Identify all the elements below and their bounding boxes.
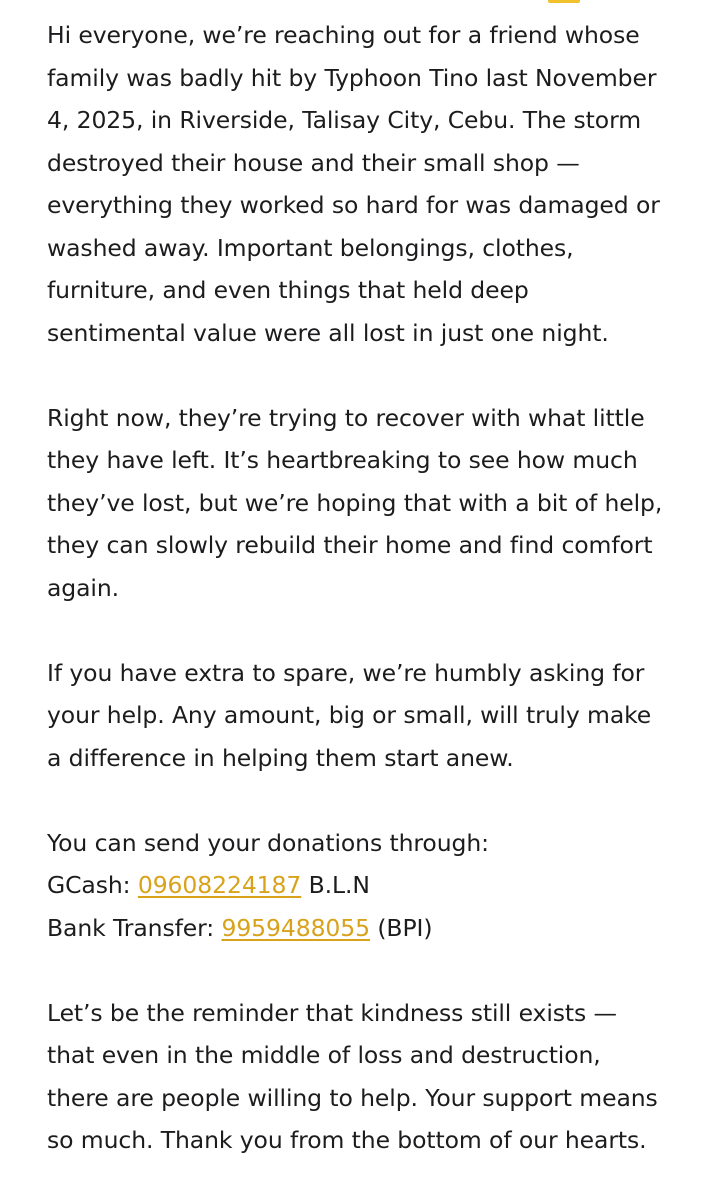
paragraph-closing: [47, 992, 687, 1162]
note-body: [47, 14, 687, 1162]
top-accent-bar: [548, 0, 580, 3]
gcash-label: GCash:: [47, 871, 138, 899]
gcash-suffix: B.L.N: [301, 871, 370, 899]
text-line: 4, 2025, in Riverside, Talisay City, Cebu. The storm: [47, 106, 642, 134]
paragraph-donations: [47, 822, 687, 950]
text-line: there are people willing to help. Your support means: [47, 1083, 658, 1112]
text-line: family was badly hit by Typhoon Tino last November: [47, 63, 657, 92]
paragraph-intro: [47, 14, 687, 354]
text-line: sentimental value were all lost in just one night.: [47, 318, 609, 347]
text-line: they’ve lost, but we’re hoping that with a bit of help,: [47, 488, 663, 517]
text-line: furniture, and even things that held deep: [47, 276, 529, 304]
text-line: that even in the middle of loss and destruction,: [47, 1041, 601, 1069]
donations-intro: You can send your donations through:: [47, 828, 489, 857]
bank-line: [47, 907, 687, 950]
bank-number-link[interactable]: 9959488055: [221, 913, 370, 942]
gcash-line: [47, 864, 687, 907]
text-line: they have left. It’s heartbreaking to see how much: [47, 446, 638, 474]
paragraph-request: [47, 652, 687, 780]
text-line: again.: [47, 573, 120, 602]
text-line: If you have extra to spare, we’re humbly asking for: [47, 658, 645, 687]
gcash-number-link[interactable]: 09608224187: [137, 871, 302, 899]
text-line: washed away. Important belongings, clothes,: [47, 233, 574, 262]
text-line: Let’s be the reminder that kindness still exists —: [47, 998, 617, 1027]
text-line: so much. Thank you from the bottom of our hearts.: [47, 1126, 647, 1154]
text-line: your help. Any amount, big or small, will truly make: [47, 701, 652, 729]
bank-label: Bank Transfer:: [47, 913, 222, 942]
text-line: everything they worked so hard for was damaged or: [47, 191, 660, 219]
bank-suffix: (BPI): [369, 913, 433, 942]
paragraph-recovery: [47, 397, 687, 610]
text-line: a difference in helping them start anew.: [47, 743, 514, 772]
text-line: Right now, they’re trying to recover with what little: [47, 403, 645, 432]
text-line: Hi everyone, we’re reaching out for a friend whose: [47, 21, 640, 49]
text-line: destroyed their house and their small shop —: [47, 148, 580, 177]
text-line: they can slowly rebuild their home and find comfort: [47, 531, 653, 559]
